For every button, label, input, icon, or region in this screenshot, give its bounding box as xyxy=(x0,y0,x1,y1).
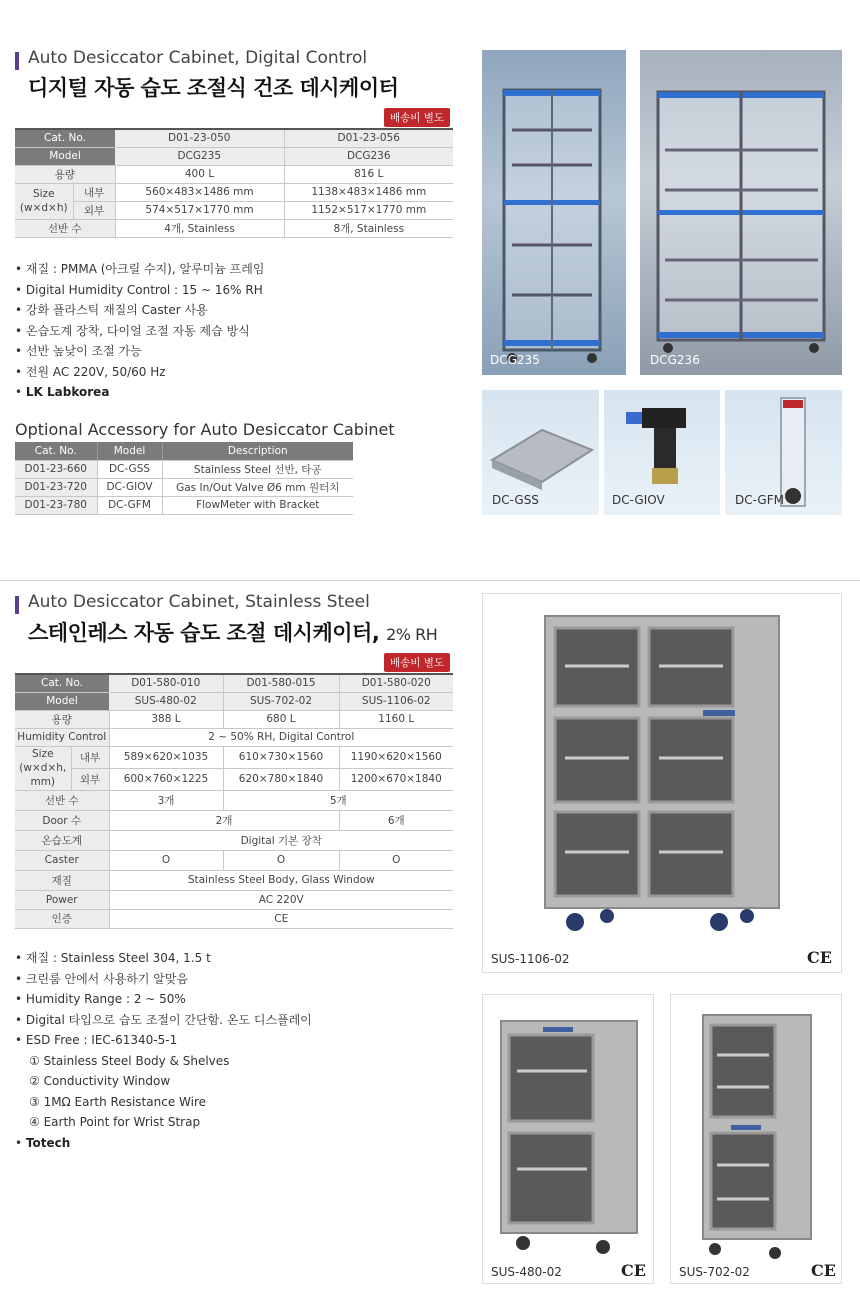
cell: Stainless Steel 선반, 타공 xyxy=(162,460,353,478)
photo-dc-giov xyxy=(604,390,720,515)
cell: 680 L xyxy=(223,710,339,728)
cell: 589×620×1035 xyxy=(109,746,223,768)
header-model: Model xyxy=(15,147,115,165)
cabinet-illustration xyxy=(483,594,842,973)
cell: DCG236 xyxy=(284,147,453,165)
header-cat: Cat. No. xyxy=(15,442,97,460)
cell: 1160 L xyxy=(339,710,453,728)
label-capacity: 용량 xyxy=(15,165,115,183)
cell: 1200×670×1840 xyxy=(339,768,453,790)
cell: 600×760×1225 xyxy=(109,768,223,790)
spec-table-digital xyxy=(15,128,453,238)
photo-caption: DC-GSS xyxy=(492,493,539,507)
label-thermo: 온습도계 xyxy=(15,830,109,850)
cell: 3개 xyxy=(109,790,223,810)
cell: 8개, Stainless xyxy=(284,219,453,237)
list-item: • LK Labkorea xyxy=(15,385,110,399)
label-material: 재질 xyxy=(15,870,109,890)
section-title-ko: 디지털 자동 습도 조절식 건조 데시케이터 xyxy=(28,76,399,100)
photo-caption: DCG236 xyxy=(650,353,700,367)
header-cat: Cat. No. xyxy=(15,129,115,147)
list-item: • 크린룸 안에서 사용하기 알맞음 xyxy=(15,971,189,986)
cell: SUS-702-02 xyxy=(223,692,339,710)
cell: Gas In/Out Valve Ø6 mm 원터치 xyxy=(162,478,353,496)
section-title-en: Auto Desiccator Cabinet, Digital Control xyxy=(28,48,368,68)
cell: DC-GFM xyxy=(97,496,162,514)
label-inner: 내부 xyxy=(73,183,115,201)
spec-table-stainless xyxy=(15,673,453,929)
photo-dc-gss xyxy=(482,390,599,515)
cell: DC-GSS xyxy=(97,460,162,478)
cell: 2개 xyxy=(109,810,339,830)
cell: D01-23-056 xyxy=(284,129,453,147)
cell: DCG235 xyxy=(115,147,284,165)
header-model: Model xyxy=(97,442,162,460)
photo-sus-1106-02 xyxy=(482,593,842,973)
cell: CE xyxy=(109,909,453,928)
feature-list xyxy=(15,259,264,403)
label-cert: 인증 xyxy=(15,909,109,928)
list-item: ① Stainless Steel Body & Shelves xyxy=(29,1053,230,1068)
label-outer: 외부 xyxy=(73,201,115,219)
cell: AC 220V xyxy=(109,890,453,909)
cabinet-illustration xyxy=(482,50,626,375)
section-title-en: Auto Desiccator Cabinet, Stainless Steel xyxy=(28,592,370,612)
label-size: Size (w×d×h) xyxy=(15,183,73,219)
list-item: • 재질 : PMMA (아크릴 수지), 알루미늄 프레임 xyxy=(15,262,265,276)
photo-dc-gfm xyxy=(725,390,842,515)
accessory-title: Optional Accessory for Auto Desiccator Cabinet xyxy=(15,420,395,439)
header-description: Description xyxy=(162,442,353,460)
section-divider xyxy=(0,580,860,581)
cell: 6개 xyxy=(339,810,453,830)
photo-sus-702-02 xyxy=(670,994,842,1284)
cell: SUS-1106-02 xyxy=(339,692,453,710)
header-model: Model xyxy=(15,692,109,710)
cell: 388 L xyxy=(109,710,223,728)
label-outer: 외부 xyxy=(71,768,109,790)
list-item: • 온습도계 장착, 다이얼 조절 자동 제습 방식 xyxy=(15,323,250,338)
cell: 4개, Stainless xyxy=(115,219,284,237)
feature-list xyxy=(15,948,312,1153)
list-item: • 전원 AC 220V, 50/60 Hz xyxy=(15,364,166,379)
photo-caption: DC-GIOV xyxy=(612,493,665,507)
cell: 560×483×1486 mm xyxy=(115,183,284,201)
cell: D01-580-010 xyxy=(109,674,223,692)
shipping-badge: 배송비 별도 xyxy=(384,108,450,127)
cell: Digital 기본 장착 xyxy=(109,830,453,850)
cell: D01-23-720 xyxy=(15,478,97,496)
cabinet-illustration xyxy=(671,995,842,1284)
list-item: ② Conductivity Window xyxy=(29,1074,171,1088)
cell: 574×517×1770 mm xyxy=(115,201,284,219)
list-item: • Humidity Range : 2 ~ 50% xyxy=(15,992,186,1006)
cell: O xyxy=(223,850,339,870)
list-item: • 재질 : Stainless Steel 304, 1.5 t xyxy=(15,951,211,965)
cell: D01-23-780 xyxy=(15,496,97,514)
label-power: Power xyxy=(15,890,109,909)
cell: D01-23-050 xyxy=(115,129,284,147)
label-capacity: 용량 xyxy=(15,710,109,728)
list-item: • 강화 플라스틱 재질의 Caster 사용 xyxy=(15,303,208,317)
list-item: • Digital 타입으로 습도 조절이 간단함. 온도 디스플레이 xyxy=(15,1012,312,1027)
cell: O xyxy=(339,850,453,870)
list-item: ④ Earth Point for Wrist Strap xyxy=(29,1115,201,1129)
cell: 1138×483×1486 mm xyxy=(284,183,453,201)
photo-caption: SUS-480-02 xyxy=(491,1265,562,1279)
cell: O xyxy=(109,850,223,870)
list-item: • ESD Free : IEC-61340-5-1 xyxy=(15,1033,178,1047)
cell: DC-GIOV xyxy=(97,478,162,496)
photo-dcg236 xyxy=(640,50,842,375)
cell: 620×780×1840 xyxy=(223,768,339,790)
cabinet-illustration xyxy=(640,50,842,375)
list-item: ③ 1MΩ Earth Resistance Wire xyxy=(29,1094,207,1109)
cell: D01-580-020 xyxy=(339,674,453,692)
section-title-ko: 스테인레스 자동 습도 조절 데시케이터, 2% RH xyxy=(28,621,438,645)
cell: 1190×620×1560 xyxy=(339,746,453,768)
section-marker xyxy=(15,52,19,70)
cell: 5개 xyxy=(223,790,453,810)
label-size: Size (w×d×h, mm) xyxy=(15,746,71,790)
label-door: Door 수 xyxy=(15,810,109,830)
cell: Stainless Steel Body, Glass Window xyxy=(109,870,453,890)
photo-sus-480-02 xyxy=(482,994,654,1284)
list-item: • Totech xyxy=(15,1135,71,1150)
photo-dcg235 xyxy=(482,50,626,375)
shipping-badge: 배송비 별도 xyxy=(384,653,450,672)
list-item: • 선반 높낮이 조절 가능 xyxy=(15,344,142,358)
photo-caption: DC-GFM xyxy=(735,493,784,507)
label-shelf: 선반 수 xyxy=(15,219,115,237)
photo-caption: SUS-1106-02 xyxy=(491,952,570,966)
cell: D01-23-660 xyxy=(15,460,97,478)
cell: 400 L xyxy=(115,165,284,183)
label-caster: Caster xyxy=(15,850,109,870)
label-humidity: Humidity Control xyxy=(15,728,109,746)
accessory-table xyxy=(15,442,353,515)
cell: SUS-480-02 xyxy=(109,692,223,710)
ce-mark: CE xyxy=(811,1261,836,1280)
cell: D01-580-015 xyxy=(223,674,339,692)
cabinet-illustration xyxy=(483,995,654,1284)
cell: 2 ~ 50% RH, Digital Control xyxy=(109,728,453,746)
cell: 610×730×1560 xyxy=(223,746,339,768)
ce-mark: CE xyxy=(807,948,832,967)
cell: 816 L xyxy=(284,165,453,183)
photo-caption: DCG235 xyxy=(490,353,540,367)
ce-mark: CE xyxy=(621,1261,646,1280)
section-marker xyxy=(15,596,19,614)
header-cat: Cat. No. xyxy=(15,674,109,692)
photo-caption: SUS-702-02 xyxy=(679,1265,750,1279)
list-item: • Digital Humidity Control : 15 ~ 16% RH xyxy=(15,282,263,297)
cell: FlowMeter with Bracket xyxy=(162,496,353,514)
label-shelf: 선반 수 xyxy=(15,790,109,810)
cell: 1152×517×1770 mm xyxy=(284,201,453,219)
label-inner: 내부 xyxy=(71,746,109,768)
